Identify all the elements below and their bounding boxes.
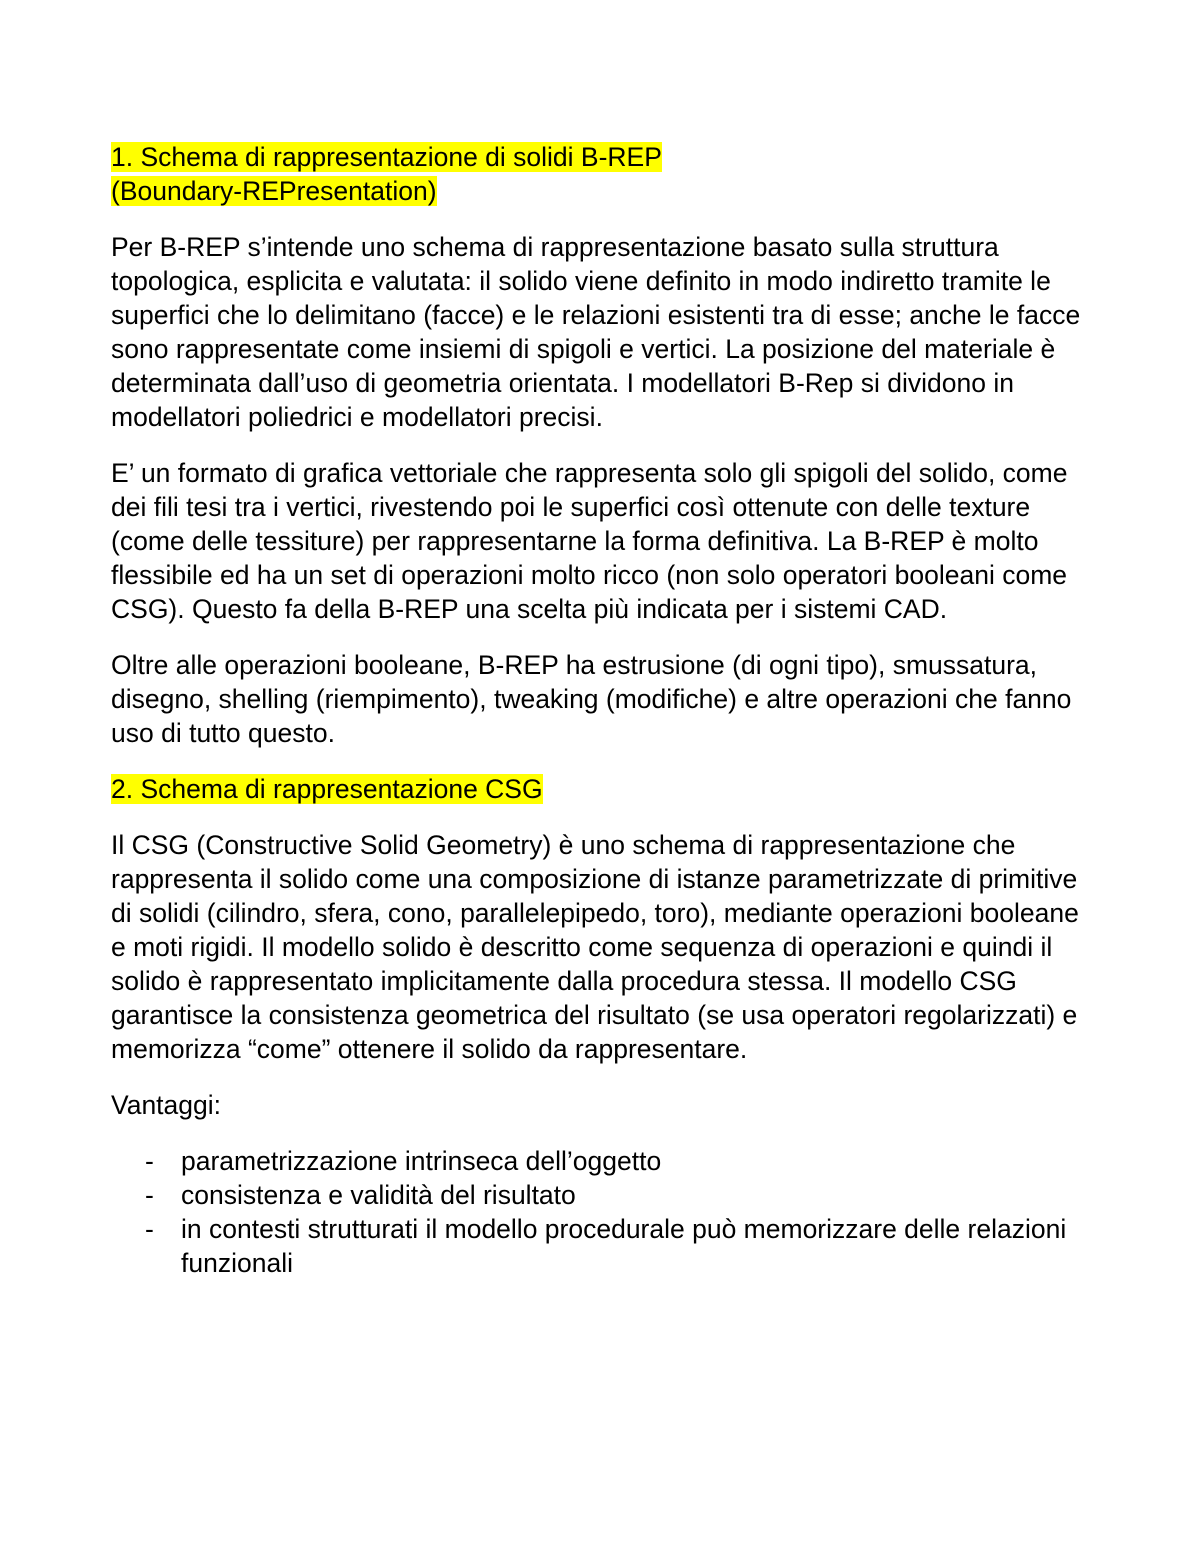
advantage-text: consistenza e validità del risultato [181, 1180, 576, 1210]
section1-paragraph-1: Per B-REP s’intende uno schema di rappresentazione basato sulla struttura topologica, esplicita e valutata: il solido viene definito in modo indiretto tramite le superfici che lo delimitano (facce) e le relazioni esistenti tra di esse; anche le facce sono rappresentate come insiemi di spigoli e vertici. La posizione del materiale è determinata dall’uso di geometria orientata. I modellatori B-Rep si dividono in modellatori poliedrici e modellatori precisi. [111, 232, 1081, 432]
advantage-text: parametrizzazione intrinseca dell’oggetto [181, 1146, 662, 1176]
list-item [111, 1178, 1091, 1212]
section1-paragraph-3: Oltre alle operazioni booleane, B-REP ha estrusione (di ogni tipo), smussatura, disegno, shelling (riempimento), tweaking (modifiche) e altre operazioni che fanno uso di tutto questo. [111, 650, 1072, 748]
document-page [111, 140, 1091, 1280]
section1-paragraph-2: E’ un formato di grafica vettoriale che rappresenta solo gli spigoli del solido, come dei fili tesi tra i vertici, rivestendo poi le superfici così ottenute con delle texture (come delle tessiture) per rappresentarne la forma definitiva. La B-REP è molto flessibile ed ha un set di operazioni molto ricco (non solo operatori booleani come CSG). Questo fa della B-REP una scelta più indicata per i sistemi CAD. [111, 458, 1068, 624]
section1-title-line1: 1. Schema di rappresentazione di solidi B-REP [111, 142, 662, 172]
advantage-text: in contesti strutturati il modello procedurale può memorizzare delle relazioni funzionali [181, 1214, 1067, 1278]
dash-bullet-icon: - [145, 1180, 154, 1210]
section1-title-line2: (Boundary-REPresentation) [111, 176, 437, 206]
dash-bullet-icon: - [145, 1214, 154, 1244]
dash-bullet-icon: - [145, 1146, 154, 1176]
advantages-label: Vantaggi: [111, 1090, 222, 1120]
advantages-list [111, 1144, 1091, 1280]
section1-heading [111, 140, 1091, 208]
list-item [111, 1212, 1091, 1280]
section2-paragraph: Il CSG (Constructive Solid Geometry) è uno schema di rappresentazione che rappresenta il solido come una composizione di istanze parametrizzate di primitive di solidi (cilindro, sfera, cono, parallelepipedo, toro), mediante operazioni booleane e moti rigidi. Il modello solido è descritto come sequenza di operazioni e quindi il solido è rappresentato implicitamente dalla procedura stessa. Il modello CSG garantisce la consistenza geometrica del risultato (se usa operatori regolarizzati) e memorizza “come” ottenere il solido da rappresentare. [111, 830, 1079, 1064]
section2-heading [111, 772, 1091, 806]
list-item [111, 1144, 1091, 1178]
section2-title: 2. Schema di rappresentazione CSG [111, 774, 543, 804]
